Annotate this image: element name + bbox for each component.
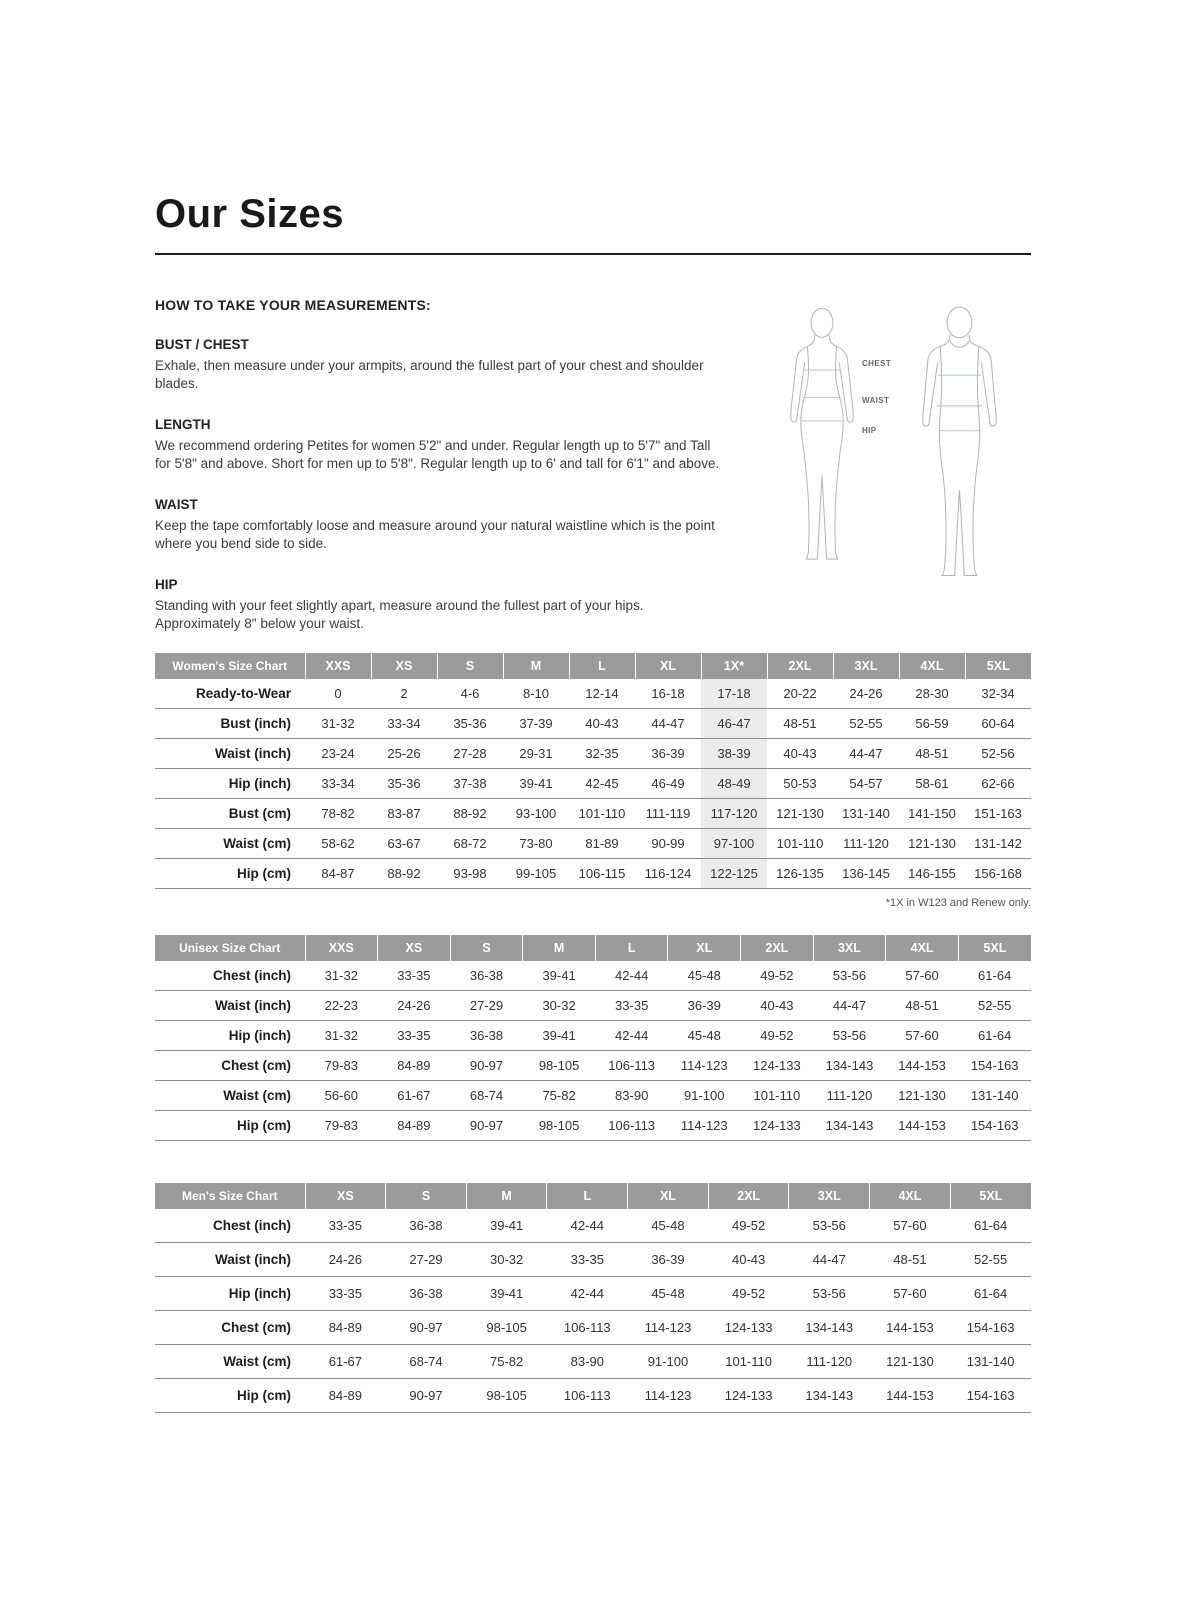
size-cell: 124-133 xyxy=(753,1117,801,1133)
size-cell: 27-29 xyxy=(469,997,504,1013)
row-label: Waist (inch) xyxy=(215,1251,291,1267)
column-header: 1X* xyxy=(701,653,767,679)
size-cell: 37-39 xyxy=(519,715,553,731)
size-cell: 44-47 xyxy=(812,1251,846,1267)
column-header: M xyxy=(523,935,596,961)
size-cell: 24-26 xyxy=(397,997,431,1013)
size-cell: 75-82 xyxy=(542,1087,576,1103)
size-cell: 22-23 xyxy=(324,997,358,1013)
size-cell: 27-29 xyxy=(409,1251,443,1267)
size-cell: 36-38 xyxy=(469,1027,504,1043)
size-cell: 154-163 xyxy=(966,1319,1015,1335)
size-cell: 57-60 xyxy=(893,1217,927,1233)
section-label: BUST / CHEST xyxy=(155,337,249,352)
length-section xyxy=(155,417,720,473)
size-cell: 83-87 xyxy=(387,805,421,821)
size-cell: 48-51 xyxy=(915,745,949,761)
size-cell: 33-35 xyxy=(570,1251,604,1267)
column-header: 4XL xyxy=(899,653,965,679)
womens-size-chart-section xyxy=(155,653,1031,909)
size-cell: 44-47 xyxy=(849,745,883,761)
size-cell: 106-113 xyxy=(563,1319,611,1335)
size-cell: 33-35 xyxy=(397,967,431,983)
size-cell: 154-163 xyxy=(970,1117,1019,1133)
size-cell: 33-34 xyxy=(387,715,421,731)
size-cell: 144-153 xyxy=(886,1387,934,1403)
size-cell: 33-35 xyxy=(615,997,649,1013)
column-header: XS xyxy=(371,653,437,679)
column-header: XS xyxy=(378,935,451,961)
size-cell: 106-113 xyxy=(608,1057,656,1073)
size-cell: 84-87 xyxy=(321,865,355,881)
size-cell: 49-52 xyxy=(760,967,794,983)
row-label: Chest (inch) xyxy=(212,967,291,983)
size-cell: 38-39 xyxy=(701,738,767,768)
womens-size-chart-table xyxy=(155,653,1031,889)
table-row xyxy=(155,738,1031,768)
size-cell: 29-31 xyxy=(519,745,553,761)
measurements-heading: HOW TO TAKE YOUR MEASUREMENTS: xyxy=(155,297,431,313)
size-cell: 54-57 xyxy=(849,775,883,791)
table-title: Men's Size Chart xyxy=(155,1183,305,1209)
size-cell: 106-113 xyxy=(608,1117,656,1133)
size-cell: 111-120 xyxy=(826,1087,873,1103)
size-cell: 30-32 xyxy=(542,997,576,1013)
size-cell: 79-83 xyxy=(324,1057,358,1073)
size-cell: 131-140 xyxy=(966,1353,1015,1369)
size-cell: 117-120 xyxy=(701,798,767,828)
size-cell: 46-49 xyxy=(651,775,685,791)
section-label: HIP xyxy=(155,576,178,592)
size-cell: 60-64 xyxy=(981,715,1015,731)
row-label: Chest (inch) xyxy=(212,1217,291,1233)
row-label: Bust (cm) xyxy=(228,805,291,821)
size-cell: 90-97 xyxy=(469,1117,504,1133)
size-cell: 42-45 xyxy=(585,775,619,791)
size-cell: 154-163 xyxy=(970,1057,1019,1073)
size-cell: 40-43 xyxy=(731,1251,766,1267)
table-row xyxy=(155,961,1031,991)
size-cell: 98-105 xyxy=(538,1057,580,1073)
size-cell: 114-123 xyxy=(680,1117,728,1133)
table-row xyxy=(155,1050,1031,1080)
row-label: Hip (cm) xyxy=(237,1117,291,1133)
column-header: M xyxy=(503,653,569,679)
row-label: Chest (cm) xyxy=(221,1057,291,1073)
size-cell: 45-48 xyxy=(651,1285,685,1301)
column-header: XXS xyxy=(305,935,378,961)
table-row xyxy=(155,679,1031,709)
size-cell: 33-35 xyxy=(328,1217,362,1233)
size-cell: 20-22 xyxy=(783,685,817,701)
table-row xyxy=(155,1276,1031,1310)
table-row xyxy=(155,858,1031,888)
row-label: Hip (inch) xyxy=(228,1027,291,1043)
table-footnote: *1X in W123 and Renew only. xyxy=(885,896,1031,909)
size-guide-page xyxy=(155,0,1031,1413)
row-label: Hip (inch) xyxy=(228,775,291,791)
size-cell: 121-130 xyxy=(776,805,824,821)
size-cell: 0 xyxy=(334,685,342,701)
size-cell: 16-18 xyxy=(651,685,685,701)
size-cell: 49-52 xyxy=(731,1285,766,1301)
size-cell: 93-100 xyxy=(515,805,557,821)
size-cell: 78-82 xyxy=(321,805,355,821)
column-header: L xyxy=(569,653,635,679)
size-cell: 91-100 xyxy=(684,1087,725,1103)
table-row xyxy=(155,708,1031,738)
size-cell: 61-64 xyxy=(974,1285,1008,1301)
size-cell: 39-41 xyxy=(542,967,576,983)
size-cell: 134-143 xyxy=(805,1319,854,1335)
size-cell: 151-163 xyxy=(974,805,1022,821)
table-row xyxy=(155,1310,1031,1344)
section-text: We recommend ordering Petites for women 5'2" and under. Regular length up to 5'7" and Tall for 5'8" and above. Short for men up to 5'8". Regular length up to 6' and tall for 6'1" and above. xyxy=(155,437,720,471)
size-cell: 58-61 xyxy=(915,775,949,791)
size-cell: 12-14 xyxy=(585,685,619,701)
size-cell: 31-32 xyxy=(324,1027,358,1043)
row-label: Waist (cm) xyxy=(223,1087,291,1103)
column-header: 5XL xyxy=(958,935,1031,961)
size-cell: 53-56 xyxy=(832,1027,867,1043)
size-cell: 141-150 xyxy=(908,805,956,821)
size-cell: 114-123 xyxy=(644,1387,692,1403)
size-cell: 61-64 xyxy=(978,1027,1012,1043)
size-cell: 44-47 xyxy=(832,997,867,1013)
size-cell: 45-48 xyxy=(651,1217,685,1233)
column-header: M xyxy=(466,1183,547,1209)
female-figure-illustration xyxy=(772,275,872,607)
size-cell: 68-74 xyxy=(409,1353,443,1369)
table-title: Unisex Size Chart xyxy=(155,935,305,961)
size-cell: 99-105 xyxy=(515,865,557,881)
table-row xyxy=(155,1378,1031,1412)
row-label: Hip (inch) xyxy=(228,1285,291,1301)
measurement-guide xyxy=(155,297,1031,633)
size-cell: 134-143 xyxy=(825,1057,874,1073)
size-cell: 106-115 xyxy=(578,865,626,881)
mens-size-chart-section xyxy=(155,1183,1031,1413)
column-header: XXS xyxy=(305,653,371,679)
section-label: LENGTH xyxy=(155,416,211,432)
size-cell: 33-35 xyxy=(397,1027,431,1043)
bust-chest-section xyxy=(155,337,720,393)
size-cell: 42-44 xyxy=(570,1217,604,1233)
table-title: Women's Size Chart xyxy=(155,653,305,679)
size-cell: 90-97 xyxy=(469,1057,504,1073)
size-cell: 144-153 xyxy=(898,1057,946,1073)
size-cell: 48-51 xyxy=(905,997,939,1013)
size-cell: 131-140 xyxy=(842,805,890,821)
section-text: Exhale, then measure under your armpits, around the fullest part of your chest and shoulder blades. xyxy=(155,358,704,391)
size-cell: 36-39 xyxy=(651,745,685,761)
column-header: 2XL xyxy=(708,1183,789,1209)
size-cell: 2 xyxy=(400,685,408,701)
size-cell: 33-34 xyxy=(321,775,355,791)
size-cell: 52-56 xyxy=(981,745,1015,761)
size-cell: 48-49 xyxy=(701,768,767,798)
waist-line-label: WAIST xyxy=(862,396,890,405)
size-cell: 131-140 xyxy=(970,1087,1019,1103)
row-label: Chest (cm) xyxy=(221,1319,291,1335)
size-cell: 121-130 xyxy=(908,835,956,851)
size-cell: 52-55 xyxy=(974,1251,1008,1267)
size-cell: 121-130 xyxy=(886,1353,934,1369)
size-cell: 124-133 xyxy=(724,1319,773,1335)
size-cell: 114-123 xyxy=(680,1057,728,1073)
size-cell: 48-51 xyxy=(893,1251,927,1267)
size-cell: 30-32 xyxy=(490,1251,524,1267)
size-cell: 35-36 xyxy=(453,715,487,731)
page-title: Our Sizes xyxy=(155,192,345,236)
size-cell: 27-28 xyxy=(453,745,487,761)
size-cell: 39-41 xyxy=(519,775,553,791)
size-cell: 81-89 xyxy=(585,835,619,851)
size-cell: 58-62 xyxy=(321,835,355,851)
size-cell: 42-44 xyxy=(615,967,649,983)
size-cell: 144-153 xyxy=(886,1319,934,1335)
size-cell: 36-38 xyxy=(409,1217,443,1233)
size-cell: 90-99 xyxy=(651,835,685,851)
column-header: XL xyxy=(668,935,741,961)
size-cell: 24-26 xyxy=(328,1251,362,1267)
unisex-size-chart-section xyxy=(155,935,1031,1141)
size-cell: 4-6 xyxy=(460,685,480,701)
size-cell: 8-10 xyxy=(522,685,550,701)
size-cell: 90-97 xyxy=(409,1387,443,1403)
size-cell: 101-110 xyxy=(753,1087,801,1103)
size-cell: 25-26 xyxy=(387,745,421,761)
section-label: WAIST xyxy=(155,496,198,512)
column-header: XS xyxy=(305,1183,386,1209)
size-cell: 114-123 xyxy=(644,1319,692,1335)
size-cell: 52-55 xyxy=(849,715,883,731)
size-cell: 45-48 xyxy=(687,1027,721,1043)
size-cell: 68-72 xyxy=(453,835,487,851)
size-cell: 53-56 xyxy=(812,1285,846,1301)
size-cell: 101-110 xyxy=(725,1353,772,1369)
size-cell: 42-44 xyxy=(570,1285,604,1301)
size-cell: 97-100 xyxy=(701,828,767,858)
size-cell: 36-39 xyxy=(651,1251,685,1267)
row-label: Waist (cm) xyxy=(223,835,291,851)
size-cell: 39-41 xyxy=(542,1027,576,1043)
size-cell: 111-120 xyxy=(843,835,889,851)
size-cell: 31-32 xyxy=(324,967,358,983)
size-cell: 91-100 xyxy=(647,1353,689,1369)
size-cell: 53-56 xyxy=(812,1217,846,1233)
size-cell: 98-105 xyxy=(486,1387,527,1403)
column-header: 4XL xyxy=(870,1183,951,1209)
size-cell: 56-60 xyxy=(324,1087,358,1103)
table-row xyxy=(155,828,1031,858)
column-header: S xyxy=(437,653,503,679)
size-cell: 50-53 xyxy=(783,775,817,791)
size-cell: 57-60 xyxy=(893,1285,927,1301)
size-cell: 39-41 xyxy=(490,1285,524,1301)
size-cell: 17-18 xyxy=(701,679,767,709)
column-header: 5XL xyxy=(965,653,1031,679)
size-cell: 98-105 xyxy=(486,1319,527,1335)
column-header: 3XL xyxy=(833,653,899,679)
unisex-size-chart-table xyxy=(155,935,1031,1141)
table-row xyxy=(155,1209,1031,1243)
section-text: Standing with your feet slightly apart, measure around the fullest part of your hips. Approximately 8" below your waist. xyxy=(155,597,644,631)
size-cell: 45-48 xyxy=(687,967,721,983)
size-cell: 136-145 xyxy=(842,865,890,881)
size-cell: 154-163 xyxy=(966,1387,1015,1403)
measurement-instructions xyxy=(155,297,720,633)
column-header: L xyxy=(595,935,668,961)
size-cell: 24-26 xyxy=(849,685,883,701)
size-cell: 124-133 xyxy=(753,1057,801,1073)
size-cell: 134-143 xyxy=(825,1117,874,1133)
row-label: Bust (inch) xyxy=(220,715,291,731)
size-cell: 116-124 xyxy=(644,865,692,881)
size-cell: 42-44 xyxy=(615,1027,649,1043)
male-figure-illustration xyxy=(902,275,1017,621)
size-cell: 75-82 xyxy=(490,1353,524,1369)
size-cell: 32-34 xyxy=(981,685,1015,701)
size-cell: 61-64 xyxy=(978,967,1012,983)
title-divider xyxy=(155,253,1031,255)
size-cell: 23-24 xyxy=(321,745,355,761)
size-cell: 134-143 xyxy=(805,1387,854,1403)
measurement-figures xyxy=(720,275,1031,633)
row-label: Waist (inch) xyxy=(215,997,291,1013)
section-text: Keep the tape comfortably loose and measure around your natural waistline which is the point where you bend side to side. xyxy=(155,517,715,551)
hip-line-label: HIP xyxy=(862,426,877,435)
size-cell: 31-32 xyxy=(321,715,355,731)
column-header: S xyxy=(450,935,523,961)
size-cell: 84-89 xyxy=(328,1387,362,1403)
column-header: 4XL xyxy=(886,935,959,961)
column-header: 2XL xyxy=(767,653,833,679)
size-cell: 111-119 xyxy=(645,805,691,821)
size-cell: 28-30 xyxy=(915,685,949,701)
size-cell: 73-80 xyxy=(519,835,553,851)
size-cell: 44-47 xyxy=(651,715,685,731)
table-row xyxy=(155,1242,1031,1276)
size-cell: 46-47 xyxy=(701,708,767,738)
size-cell: 144-153 xyxy=(898,1117,946,1133)
column-header: 3XL xyxy=(789,1183,870,1209)
size-cell: 98-105 xyxy=(538,1117,580,1133)
column-header: XL xyxy=(628,1183,709,1209)
table-row xyxy=(155,1020,1031,1050)
size-cell: 146-155 xyxy=(908,865,956,881)
size-cell: 40-43 xyxy=(760,997,794,1013)
size-cell: 106-113 xyxy=(563,1387,611,1403)
row-label: Waist (inch) xyxy=(215,745,291,761)
column-header: 5XL xyxy=(950,1183,1031,1209)
size-cell: 36-39 xyxy=(687,997,721,1013)
size-cell: 32-35 xyxy=(585,745,619,761)
size-cell: 62-66 xyxy=(981,775,1015,791)
row-label: Ready-to-Wear xyxy=(195,685,291,701)
size-cell: 122-125 xyxy=(701,858,767,888)
size-cell: 79-83 xyxy=(324,1117,358,1133)
size-cell: 49-52 xyxy=(760,1027,794,1043)
size-cell: 40-43 xyxy=(585,715,619,731)
size-cell: 101-110 xyxy=(776,835,824,851)
size-cell: 36-38 xyxy=(469,967,504,983)
size-cell: 84-89 xyxy=(328,1319,362,1335)
size-cell: 63-67 xyxy=(387,835,421,851)
size-cell: 111-120 xyxy=(806,1353,853,1369)
row-label: Hip (cm) xyxy=(237,1387,291,1403)
column-header: S xyxy=(386,1183,467,1209)
table-row xyxy=(155,768,1031,798)
size-cell: 124-133 xyxy=(724,1387,773,1403)
size-cell: 121-130 xyxy=(898,1087,946,1103)
waist-section xyxy=(155,497,720,553)
size-cell: 33-35 xyxy=(328,1285,362,1301)
size-cell: 36-38 xyxy=(409,1285,443,1301)
size-cell: 156-168 xyxy=(974,865,1022,881)
hip-section xyxy=(155,577,720,633)
size-cell: 61-64 xyxy=(974,1217,1008,1233)
size-cell: 83-90 xyxy=(615,1087,649,1103)
size-cell: 40-43 xyxy=(783,745,817,761)
size-cell: 57-60 xyxy=(905,967,939,983)
size-cell: 49-52 xyxy=(731,1217,766,1233)
size-cell: 61-67 xyxy=(328,1353,362,1369)
size-cell: 39-41 xyxy=(490,1217,524,1233)
size-cell: 88-92 xyxy=(387,865,421,881)
table-row xyxy=(155,990,1031,1020)
size-cell: 83-90 xyxy=(570,1353,604,1369)
size-cell: 90-97 xyxy=(409,1319,443,1335)
size-cell: 68-74 xyxy=(469,1087,504,1103)
size-cell: 57-60 xyxy=(905,1027,939,1043)
size-cell: 52-55 xyxy=(978,997,1012,1013)
size-cell: 56-59 xyxy=(915,715,949,731)
size-cell: 131-142 xyxy=(974,835,1022,851)
size-cell: 48-51 xyxy=(783,715,817,731)
size-cell: 35-36 xyxy=(387,775,421,791)
row-label: Waist (cm) xyxy=(223,1353,291,1369)
table-row xyxy=(155,798,1031,828)
size-cell: 126-135 xyxy=(776,865,824,881)
table-row xyxy=(155,1080,1031,1110)
row-label: Hip (cm) xyxy=(237,865,291,881)
mens-size-chart-table xyxy=(155,1183,1031,1413)
column-header: L xyxy=(547,1183,628,1209)
size-cell: 53-56 xyxy=(832,967,867,983)
column-header: 3XL xyxy=(813,935,886,961)
column-header: XL xyxy=(635,653,701,679)
size-cell: 84-89 xyxy=(397,1117,431,1133)
table-row xyxy=(155,1344,1031,1378)
size-cell: 84-89 xyxy=(397,1057,431,1073)
size-cell: 93-98 xyxy=(453,865,487,881)
table-row xyxy=(155,1110,1031,1140)
column-header: 2XL xyxy=(741,935,814,961)
size-cell: 88-92 xyxy=(453,805,487,821)
size-cell: 37-38 xyxy=(453,775,487,791)
chest-line-label: CHEST xyxy=(862,359,892,368)
size-cell: 61-67 xyxy=(397,1087,431,1103)
size-cell: 101-110 xyxy=(578,805,626,821)
